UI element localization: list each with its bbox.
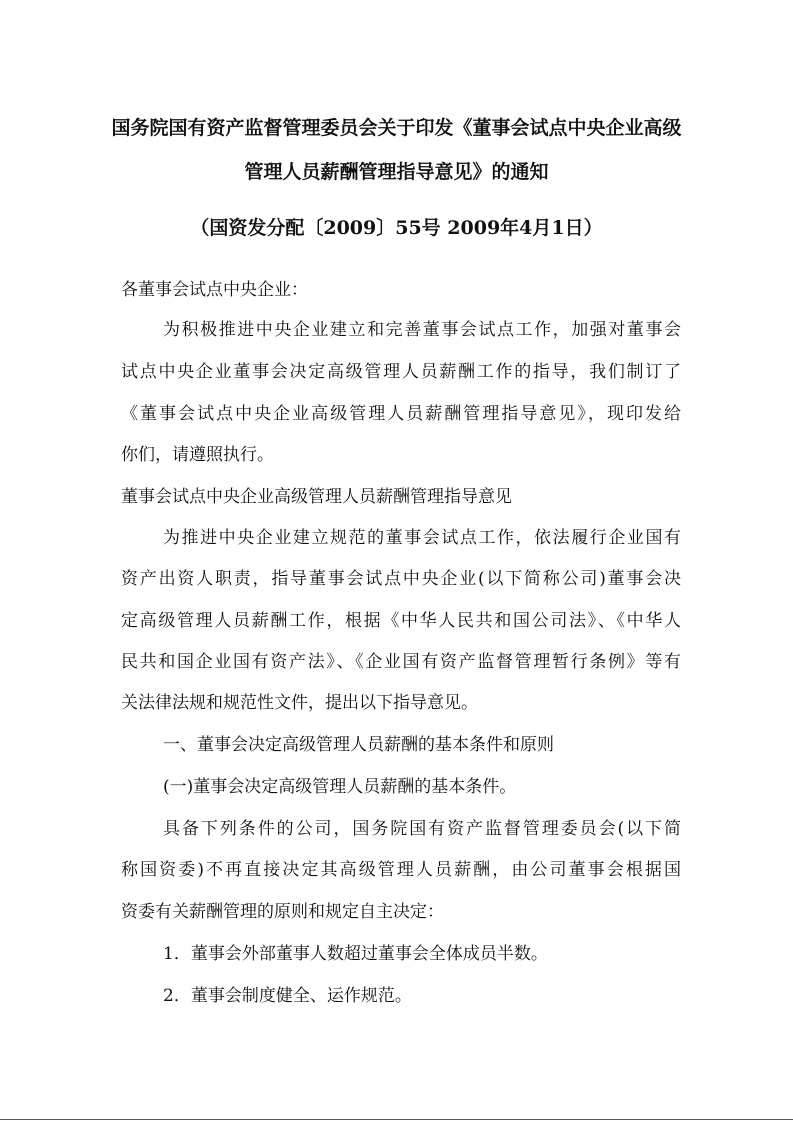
intro-line: 关法律法规和规范性文件，提出以下指导意见。 <box>121 693 478 713</box>
document-number: （国资发分配〔2009〕55号 2009年4月1日） <box>190 217 603 239</box>
intro-line: 定高级管理人员薪酬工作，根据《中华人民共和国公司法》、《中华人 <box>121 611 681 631</box>
document-title-line-2: 管理人员薪酬管理指导意见》的通知 <box>244 161 549 183</box>
notice-line: 为积极推进中央企业建立和完善董事会试点工作，加强对董事会 <box>163 320 681 340</box>
conditions-line: 称国资委)不再直接决定其高级管理人员薪酬，由公司董事会根据国 <box>121 860 681 880</box>
intro-line: 为推进中央企业建立规范的董事会试点工作，依法履行企业国有 <box>163 528 681 548</box>
conditions-line: 具备下列条件的公司，国务院国有资产监督管理委员会(以下简 <box>163 819 681 839</box>
document-title-line-1: 国务院国有资产监督管理委员会关于印发《董事会试点中央企业高级 <box>111 117 682 139</box>
intro-line: 民共和国企业国有资产法》、《企业国有资产监督管理暂行条例》等有 <box>121 652 681 672</box>
notice-line: 《董事会试点中央企业高级管理人员薪酬管理指导意见》，现印发给 <box>121 404 681 424</box>
conditions-line: 资委有关薪酬管理的原则和规定自主决定： <box>121 902 444 922</box>
intro-line: 资产出资人职责，指导董事会试点中央企业(以下简称公司)董事会决 <box>121 569 681 589</box>
page-bottom-rule <box>0 1119 793 1120</box>
salutation: 各董事会试点中央企业： <box>121 280 308 300</box>
condition-item-1: 1．董事会外部董事人数超过董事会全体成员半数。 <box>163 944 548 964</box>
attachment-title: 董事会试点中央企业高级管理人员薪酬管理指导意见 <box>121 487 512 507</box>
notice-line: 你们，请遵照执行。 <box>121 445 274 465</box>
notice-line: 试点中央企业董事会决定高级管理人员薪酬工作的指导，我们制订了 <box>121 362 681 382</box>
condition-item-2: 2．董事会制度健全、运作规范。 <box>163 986 412 1006</box>
subsection-heading: (一)董事会决定高级管理人员薪酬的基本条件。 <box>163 777 517 797</box>
section-heading: 一、董事会决定高级管理人员薪酬的基本条件和原则 <box>163 735 554 755</box>
